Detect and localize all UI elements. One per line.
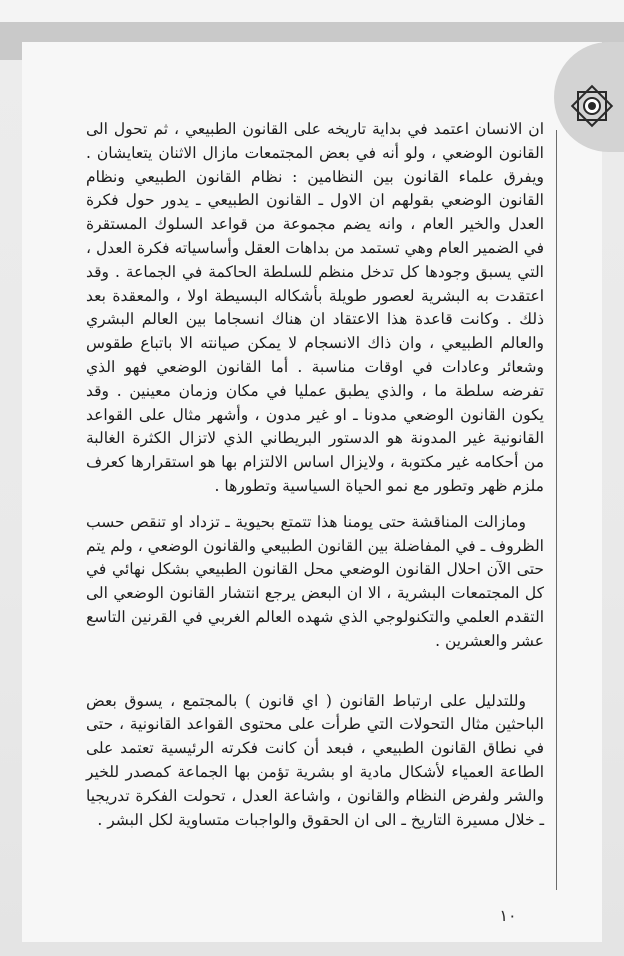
paragraph-1: ان الانسان اعتمد في بداية تاريخه على القانون الطبيعي ، ثم تحول الى القانون الوضعي ، ولو أنه في بعض المجتمعات مازال الاثنان يتعايشان . ويفرق علماء القانون بين النظامين : نظام القانون الطبيعي ونظام القانون الوضعي بقولهم ان الاول ـ القانون الطبيعي ـ يدور حول فكرة العدل والخير العام ، وانه يضم مجموعة من قواعد السلوك المستقرة في الضمير العام وهي تستمد من بداهات العقل وأساسياته فكرة العدل ، التي يسبق وجودها كل تدخل منظم للسلطة الحاكمة في الجماعة . وقد اعتقدت به البشرية لعصور طويلة بأشكاله البسيطة اولا ، والمعقدة بعد ذلك . وكانت قاعدة هذا الاعتقاد ان هناك انسجاما بين العالم البشري والعالم الطبيعي ، وان ذاك الانسجام لا يمكن صيانته الا باتباع طقوس وشعائر وعادات في اوقات مناسبة . أما القانون الوضعي فهو الذي تفرضه سلطة ما ، والذي يطبق عمليا في مكان وزمان معينين . وقد يكون القانون الوضعي مدونا ـ او غير مدون ، وأشهر مثال على القواعد القانونية غير المدونة هو الدستور البريطاني الذي لاتزال الكثرة الغالبة من أحكامه غير مكتوبة ، ولايزال اساس الالتزام بها هو استقرارها كعرف ملزم ظهر وتطور مع نمو الحياة السياسية وتطورها . [86, 120, 544, 495]
paragraph-2: ومازالت المناقشة حتى يومنا هذا تتمتع بحيوية ـ تزداد او تنقص حسب الظروف ـ في المفاضلة بين القانون الطبيعي والقانون الوضعي ، ولم يتم حتى الآن احلال القانون الوضعي محل القانون الطبيعي بشكل نهائي في كل المجتمعات البشرية ، الا ان البعض يرجع انتشار القانون الوضعي الى التقدم العلمي والتكنولوجي الذي شهده العالم الغربي في القرنين التاسع عشر والعشرين . [86, 512, 544, 650]
page-number: ١٠ [499, 906, 517, 925]
body-text [86, 118, 544, 832]
octagram-ornament-icon [566, 80, 618, 132]
header-strip [0, 0, 624, 22]
vertical-rule [556, 130, 557, 890]
paragraph-3: وللتدليل على ارتباط القانون ( اي قانون ) بالمجتمع ، يسوق بعض الباحثين مثال التحولات التي طرأت على محتوى القواعد القانونية ، حتى في نطاق القانون الطبيعي ، فبعد أن كانت فكرته الرئيسية تعتمد على الطاعة العمياء لأشكال مادية او بشرية تؤمن بها الجماعة كمصدر للخير والشر ولفرض النظام والقانون ، واشاعة العدل ، تحولت الفكرة تدريجيا ـ خلال مسيرة التاريخ ـ الى ان الحقوق والواجبات متساوية لكل البشر . [86, 691, 544, 829]
